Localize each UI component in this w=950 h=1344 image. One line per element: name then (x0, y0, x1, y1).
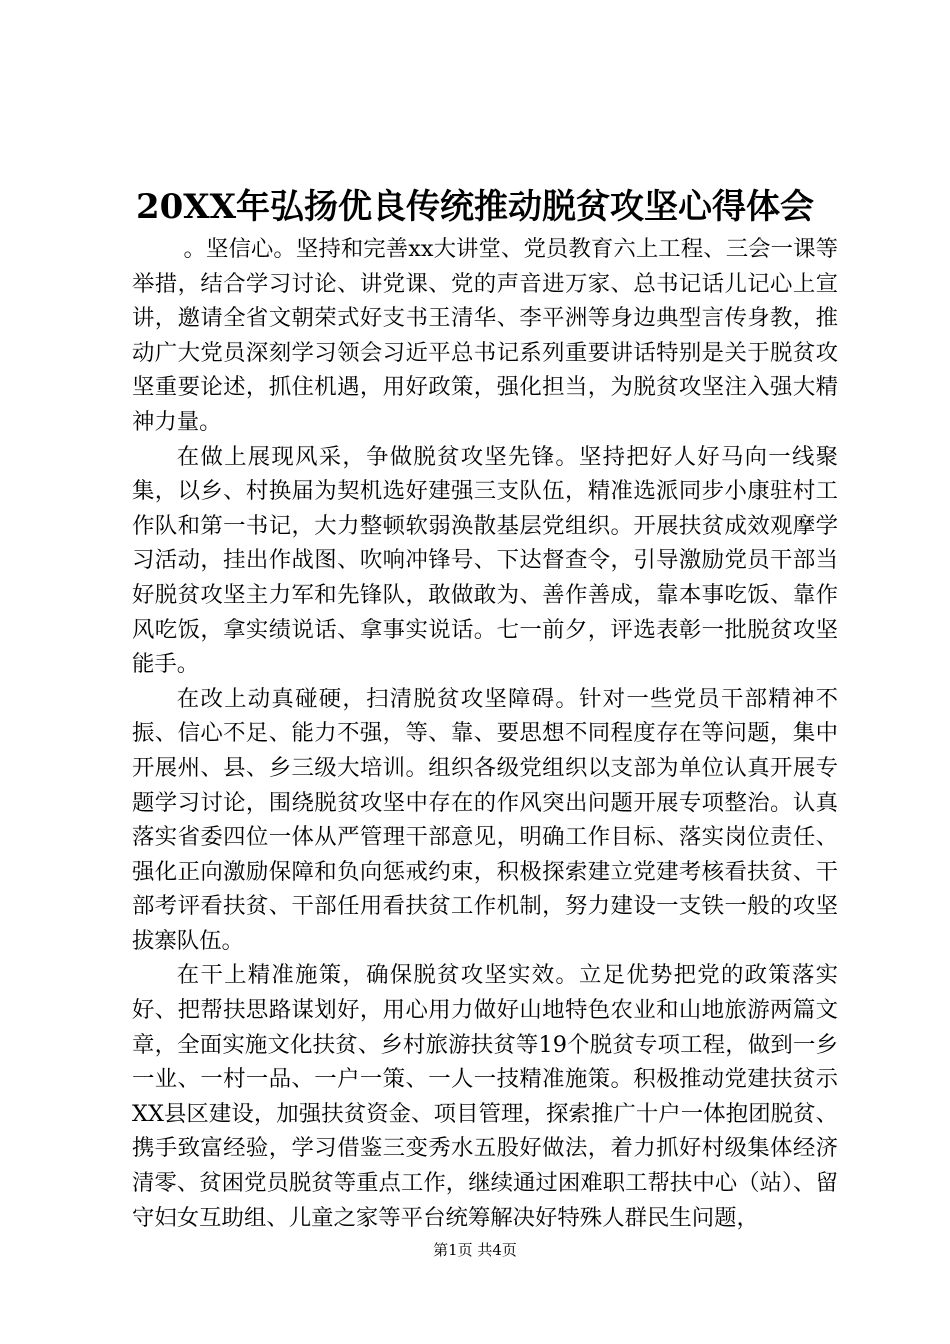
page-footer: 第1页 共4页 (433, 1241, 517, 1259)
paragraph: 在干上精准施策，确保脱贫攻坚实效。立足优势把党的政策落实好、把帮扶思路谋划好，用心用力做好山地特色农业和山地旅游两篇文章，全面实施文化扶贫、乡村旅游扶贫等19个脱贫专项工程，做到一乡一业、一村一品、一户一策、一人一技精准施策。积极推动党建扶贫示XX县区建设，加强扶贫资金、项目管理，探索推广十户一体抱团脱贫、携手致富经验，学习借鉴三变秀水五股好做法，着力抓好村级集体经济清零、贫困党员脱贫等重点工作，继续通过困难职工帮扶中心（站）、留守妇女互助组、儿童之家等平台统筹解决好特殊人群民生问题， (132, 962, 838, 1231)
paragraph: 。坚信心。坚持和完善xx大讲堂、党员教育六上工程、三会一课等举措，结合学习讨论、讲党课、党的声音进万家、总书记话儿记心上宣讲，邀请全省文朝荣式好支书王清华、李平洲等身边典型言传身教，推动广大党员深刻学习领会习近平总书记系列重要讲话特别是关于脱贫攻坚重要论述，抓住机遇，用好政策，强化担当，为脱贫攻坚注入强大精神力量。 (132, 236, 838, 435)
document-body (132, 232, 838, 1235)
paragraph: 在做上展现风采，争做脱贫攻坚先锋。坚持把好人好马向一线聚集，以乡、村换届为契机选好建强三支队伍，精准选派同步小康驻村工作队和第一书记，大力整顿软弱涣散基层党组织。开展扶贫成效观摩学习活动，挂出作战图、吹响冲锋号、下达督查令，引导激励党员干部当好脱贫攻坚主力军和先锋队，敢做敢为、善作善成，靠本事吃饭、靠作风吃饭，拿实绩说话、拿事实说话。七一前夕，评选表彰一批脱贫攻坚能手。 (132, 443, 838, 678)
paragraph: 在改上动真碰硬，扫清脱贫攻坚障碍。针对一些党员干部精神不振、信心不足、能力不强，等、靠、要思想不同程度存在等问题，集中开展州、县、乡三级大培训。组织各级党组织以支部为单位认真开展专题学习讨论，围绕脱贫攻坚中存在的作风突出问题开展专项整治。认真落实省委四位一体从严管理干部意见，明确工作目标、落实岗位责任、强化正向激励保障和负向惩戒约束，积极探索建立党建考核看扶贫、干部考评看扶贫、干部任用看扶贫工作机制，努力建设一支铁一般的攻坚拔寨队伍。 (132, 685, 838, 954)
document-title: 20XX年弘扬优良传统推动脱贫攻坚心得体会 (135, 187, 815, 227)
